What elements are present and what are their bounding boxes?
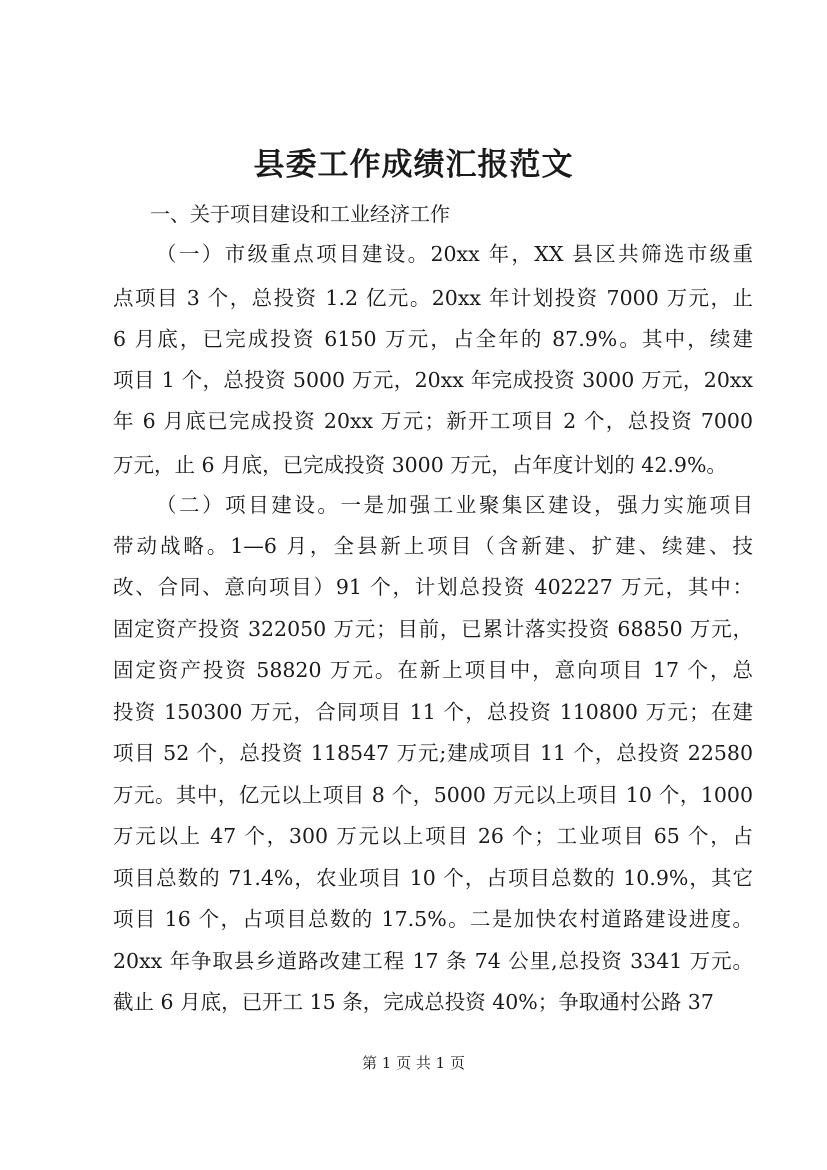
paragraph-line: 万元。其中，亿元以上项目 8 个，5000 万元以上项目 10 个，1000: [113, 783, 753, 807]
paragraph-line: 万元以上 47 个，300 万元以上项目 26 个；工业项目 65 个，占: [113, 824, 753, 848]
paragraph-line: 项目 16 个，占项目总数的 17.5%。二是加快农村道路建设进度。: [113, 907, 753, 931]
document-title: 县委工作成绩汇报范文: [253, 147, 574, 183]
paragraph-line: 项目 1 个，总投资 5000 万元，20xx 年完成投资 3000 万元，20xx: [113, 368, 753, 392]
paragraph-line: 万元，止 6 月底，已完成投资 3000 万元，占年度计划的 42.9%。: [113, 453, 727, 477]
paragraph-line: 改、合同、意向项目）91 个，计划总投资 402227 万元，其中：: [113, 575, 753, 599]
section-heading: 一、关于项目建设和工业经济工作: [150, 202, 450, 226]
page-number: 第 1 页 共 1 页: [362, 1054, 465, 1072]
paragraph-line: 固定资产投资 58820 万元。在新上项目中，意向项目 17 个，总: [113, 658, 753, 682]
paragraph-line: 点项目 3 个，总投资 1.2 亿元。20xx 年计划投资 7000 万元，止: [113, 286, 753, 310]
paragraph-line: 6 月底，已完成投资 6150 万元，占全年的 87.9%。其中，续建: [113, 327, 753, 351]
paragraph-line: 截止 6 月底，已开工 15 条，完成总投资 40%；争取通村公路 37: [113, 990, 714, 1014]
paragraph-line: 项目总数的 71.4%，农业项目 10 个，占项目总数的 10.9%，其它: [113, 866, 753, 890]
paragraph-line: （二）项目建设。一是加强工业聚集区建设，强力实施项目: [156, 493, 753, 517]
paragraph-line: 项目 52 个，总投资 118547 万元;建成项目 11 个，总投资 22580: [113, 741, 753, 765]
paragraph-line: 固定资产投资 322050 万元；目前，已累计落实投资 68850 万元，: [113, 617, 753, 641]
paragraph-line: 投资 150300 万元，合同项目 11 个，总投资 110800 万元；在建: [113, 700, 753, 724]
paragraph-line: （一）市级重点项目建设。20xx 年，XX 县区共筛选市级重: [156, 242, 753, 266]
paragraph-line: 带动战略。1—6 月，全县新上项目（含新建、扩建、续建、技: [113, 534, 753, 558]
paragraph-line: 20xx 年争取县乡道路改建工程 17 条 74 公里,总投资 3341 万元。: [113, 949, 753, 973]
paragraph-line: 年 6 月底已完成投资 20xx 万元；新开工项目 2 个，总投资 7000: [113, 409, 753, 433]
